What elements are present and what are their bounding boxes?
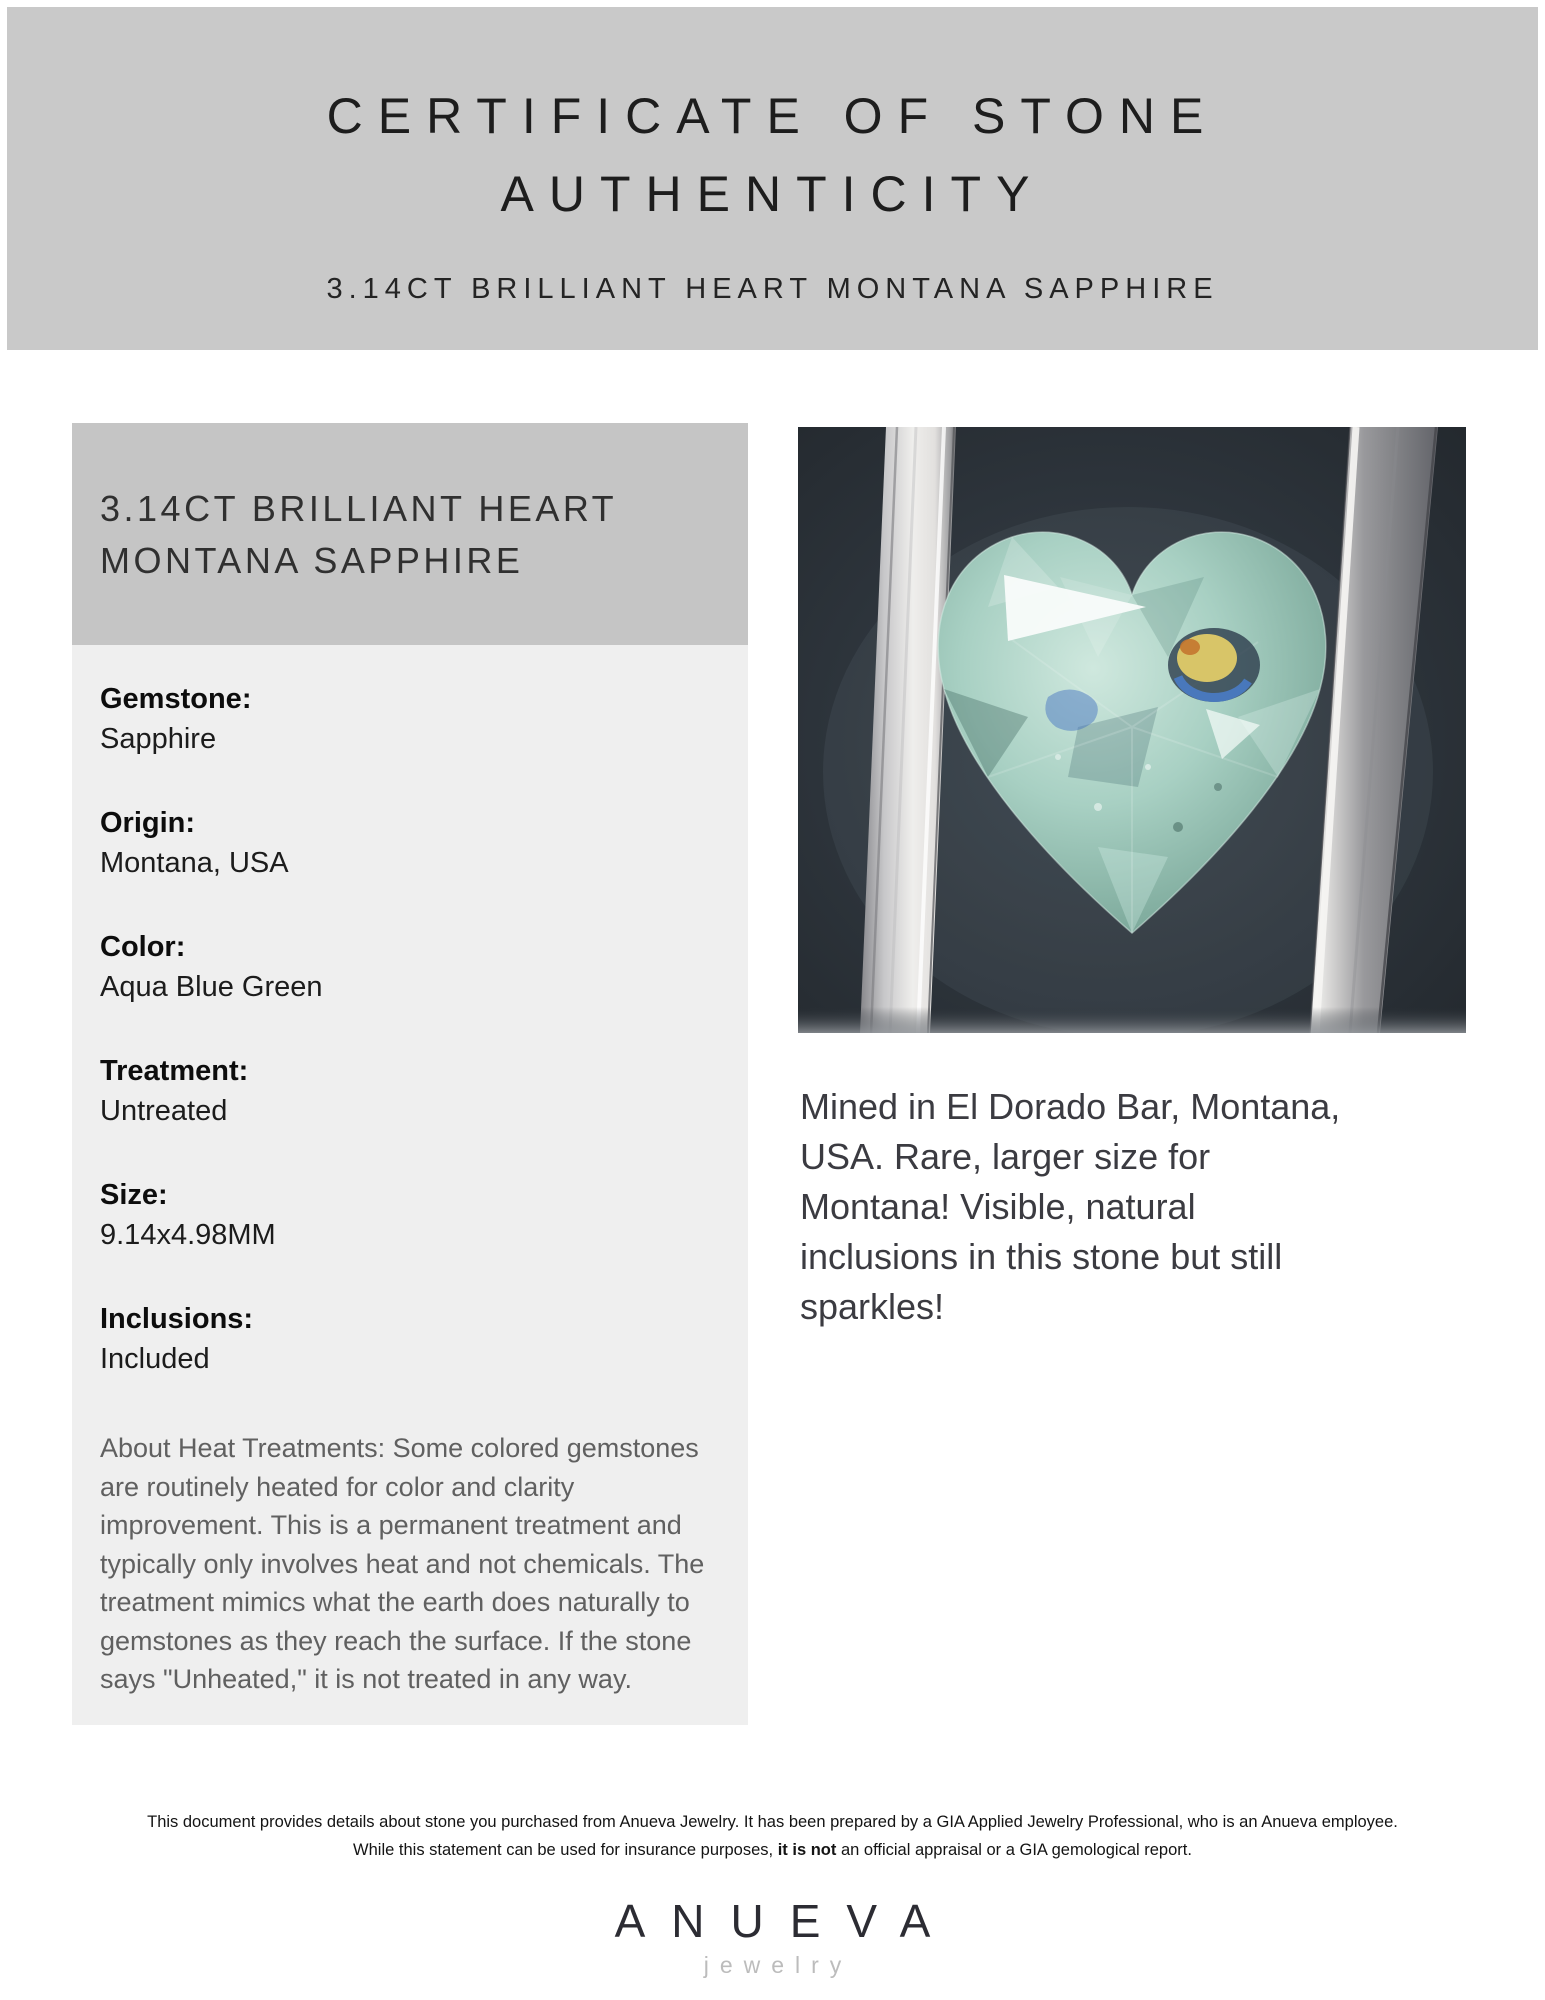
field-label: Treatment:: [100, 1055, 249, 1087]
disclaimer-line2-post: an official appraisal or a GIA gemological report.: [836, 1841, 1192, 1859]
field-value: 9.14x4.98MM: [100, 1219, 276, 1251]
gem-iridescent-inclusion: [1168, 628, 1260, 702]
disclaimer-line2-pre: While this statement can be used for insurance purposes,: [353, 1841, 778, 1859]
field-value: Untreated: [100, 1095, 228, 1127]
field-origin: [100, 803, 740, 883]
certificate-subtitle: 3.14CT BRILLIANT HEART MONTANA SAPPHIRE: [326, 273, 1219, 305]
field-value: Aqua Blue Green: [100, 971, 323, 1003]
stone-panel-body: [72, 645, 748, 1725]
description-line: Montana! Visible, natural: [800, 1186, 1196, 1227]
certificate-title: [7, 7, 1538, 233]
description-line: sparkles!: [800, 1286, 945, 1327]
brand-logo: [0, 1894, 1545, 1979]
stone-panel-header: [72, 423, 748, 645]
field-value: Sapphire: [100, 723, 217, 755]
description-line: inclusions in this stone but still: [800, 1236, 1283, 1277]
certificate-title-line2: AUTHENTICITY: [500, 166, 1045, 222]
field-value: Montana, USA: [100, 847, 289, 879]
disclaimer-line2-bold: it is not: [777, 1841, 837, 1859]
disclaimer-line2: [0, 1836, 1545, 1864]
gem-photo: [798, 427, 1466, 1033]
field-label: Gemstone:: [100, 683, 252, 715]
description-line: Mined in El Dorado Bar, Montana,: [800, 1086, 1341, 1127]
field-treatment: [100, 1051, 740, 1131]
brand-name: ANUEVA: [614, 1895, 957, 1947]
field-label: Inclusions:: [100, 1303, 254, 1335]
stone-description: [800, 1082, 1460, 1332]
field-label: Color:: [100, 931, 186, 963]
footer-disclaimer: [0, 1808, 1545, 1864]
photo-floor-strip: [798, 1007, 1466, 1033]
stone-panel-title-line2: MONTANA SAPPHIRE: [100, 540, 524, 581]
description-line: USA. Rare, larger size for: [800, 1136, 1211, 1177]
certificate-banner: [7, 7, 1538, 350]
field-gemstone: [100, 679, 740, 759]
stone-panel-title-line1: 3.14CT BRILLIANT HEART: [100, 488, 618, 529]
field-label: Origin:: [100, 807, 196, 839]
heat-treatment-note: About Heat Treatments: Some colored gemstones are routinely heated for color and clarity improvement. This is a permanent treatment and typically only involves heat and not chemicals. The treatment mimics what the earth does naturally to gemstones as they reach the surface. If the stone says "Unheated," it is not treated in any way.: [100, 1433, 705, 1694]
field-size: [100, 1175, 740, 1255]
field-label: Size:: [100, 1179, 168, 1211]
gem-photo-graphic: [798, 427, 1466, 1033]
field-inclusions: [100, 1299, 740, 1379]
certificate-title-line1: CERTIFICATE OF STONE: [326, 88, 1219, 144]
disclaimer-line1: This document provides details about stone you purchased from Anueva Jewelry. It has been prepared by a GIA Applied Jewelry Professional, who is an Anueva employee.: [147, 1813, 1398, 1831]
field-value: Included: [100, 1343, 210, 1375]
brand-tagline: jewelry: [703, 1952, 853, 1978]
field-color: [100, 927, 740, 1007]
stone-panel-title: [100, 483, 728, 587]
